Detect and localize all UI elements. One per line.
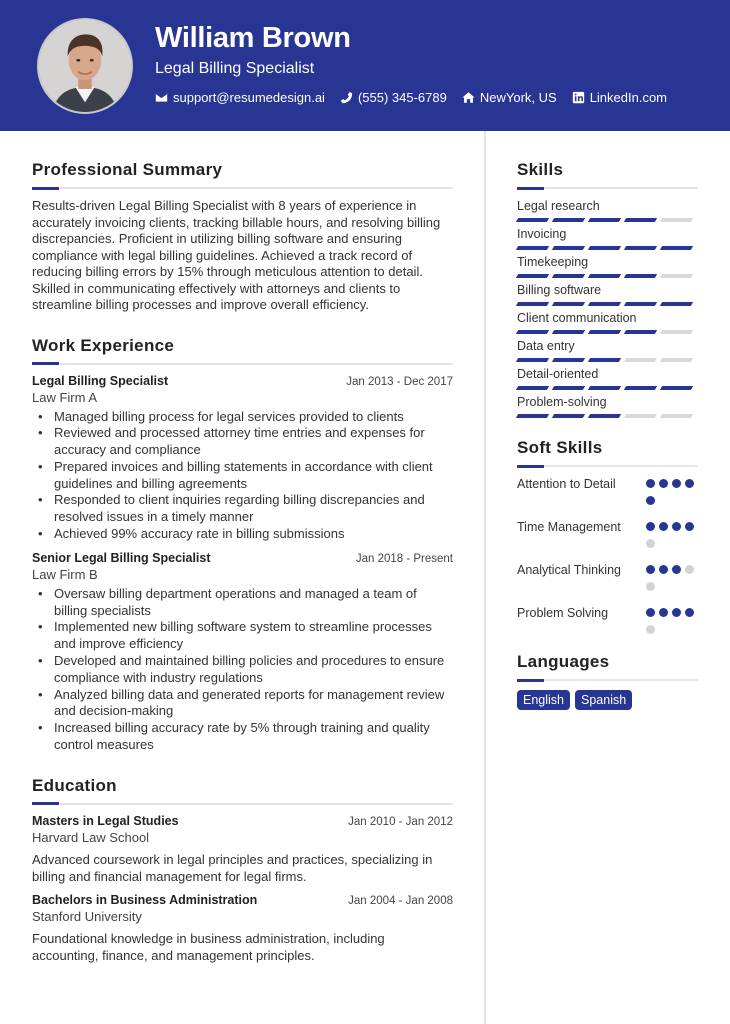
rating-dot-icon	[672, 522, 681, 531]
skill-level-segment	[552, 414, 585, 418]
education-entry	[32, 893, 453, 965]
job-date: Jan 2013 - Dec 2017	[346, 375, 453, 388]
skill-item	[517, 226, 698, 250]
skill-level-segment	[624, 386, 657, 390]
rating-dot-icon	[646, 608, 655, 617]
education-date: Jan 2004 - Jan 2008	[348, 895, 453, 908]
job-entry	[32, 551, 453, 754]
section-heading: Soft Skills	[517, 438, 603, 457]
skill-level-segment	[588, 414, 621, 418]
job-bullet: • Managed billing process for legal services provided to clients	[54, 409, 453, 426]
rating-dot-icon	[646, 625, 655, 634]
contact-bar	[155, 90, 682, 105]
soft-skills-section	[517, 438, 698, 642]
skill-level-segment	[660, 274, 693, 278]
skill-level-segment	[660, 386, 693, 390]
skill-level-bar	[517, 274, 698, 278]
contact-email-text: support@resumedesign.ai	[173, 90, 325, 105]
rating-dot-icon	[659, 479, 668, 488]
skill-item	[517, 282, 698, 306]
soft-skill-item	[517, 519, 698, 556]
job-title: Legal Billing Specialist	[32, 373, 169, 388]
soft-skill-item	[517, 605, 698, 642]
skill-level-segment	[588, 218, 621, 222]
section-rule	[517, 679, 698, 681]
education-section	[32, 776, 453, 965]
skill-level-segment	[660, 330, 693, 334]
contact-location-text: NewYork, US	[479, 90, 557, 105]
degree-title: Masters in Legal Studies	[32, 813, 179, 828]
rating-dot-icon	[646, 479, 655, 488]
skill-name: Timekeeping	[517, 255, 589, 269]
rating-dot-icon	[659, 608, 668, 617]
job-bullet: • Prepared invoices and billing statements in accordance with client guidelines and billing agreements	[54, 459, 453, 493]
skill-level-segment	[588, 330, 621, 334]
soft-skill-rating	[646, 476, 698, 513]
job-bullet: • Developed and maintained billing policies and procedures to ensure compliance with industry regulations	[54, 653, 453, 687]
section-heading: Professional Summary	[32, 160, 223, 179]
skill-level-segment	[660, 302, 693, 306]
soft-skill-name: Time Management	[517, 520, 621, 534]
skill-name: Invoicing	[517, 227, 567, 241]
education-entry	[32, 814, 453, 886]
section-heading: Work Experience	[32, 335, 175, 355]
contact-phone-text: (555) 345-6789	[357, 90, 447, 105]
school-name: Harvard Law School	[32, 829, 150, 845]
soft-skill-name: Attention to Detail	[517, 477, 616, 491]
languages-section	[517, 652, 698, 710]
soft-skill-name: Analytical Thinking	[517, 563, 621, 577]
job-bullets	[32, 409, 453, 543]
section-rule	[32, 803, 453, 805]
skill-level-bar	[517, 330, 698, 334]
job-company: Law Firm B	[32, 566, 98, 582]
skill-name: Problem-solving	[517, 395, 607, 409]
job-entry	[32, 374, 453, 543]
rating-dot-icon	[646, 582, 655, 591]
skill-name: Detail-oriented	[517, 367, 599, 381]
contact-location	[462, 90, 557, 105]
skill-item	[517, 198, 698, 222]
skill-level-segment	[660, 218, 693, 222]
column-divider	[484, 131, 486, 1024]
skill-level-segment	[552, 218, 585, 222]
job-bullet: • Implemented new billing software system to streamline processes and improve efficiency	[54, 619, 453, 653]
skill-level-segment	[552, 246, 585, 250]
skill-level-segment	[516, 274, 549, 278]
skill-level-segment	[624, 358, 657, 362]
candidate-name: William Brown	[155, 22, 351, 54]
job-bullet: • Achieved 99% accuracy rate in billing submissions	[54, 526, 453, 543]
skill-level-segment	[516, 330, 549, 334]
rating-dot-icon	[646, 496, 655, 505]
skill-level-segment	[588, 302, 621, 306]
skill-name: Client communication	[517, 311, 637, 325]
resume-header	[0, 0, 730, 131]
school-name: Stanford University	[32, 909, 142, 925]
summary-section	[32, 160, 453, 314]
job-bullets	[32, 586, 453, 754]
contact-linkedin[interactable]	[572, 90, 667, 105]
skill-name: Billing software	[517, 283, 602, 297]
rating-dot-icon	[685, 608, 694, 617]
contact-phone[interactable]	[340, 90, 447, 105]
skill-level-bar	[517, 358, 698, 362]
skill-item	[517, 310, 698, 334]
skill-level-bar	[517, 246, 698, 250]
job-bullet: • Analyzed billing data and generated reports for management review and decision-making	[54, 687, 453, 721]
skill-level-segment	[588, 274, 621, 278]
rating-dot-icon	[685, 522, 694, 531]
job-bullet: • Increased billing accuracy rate by 5% through training and quality control measures	[54, 720, 453, 754]
section-rule	[32, 187, 453, 189]
skill-item	[517, 394, 698, 418]
job-date: Jan 2018 - Present	[355, 552, 453, 565]
rating-dot-icon	[672, 608, 681, 617]
job-company: Law Firm A	[32, 389, 98, 405]
skill-name: Legal research	[517, 199, 600, 213]
rating-dot-icon	[685, 565, 694, 574]
skill-level-segment	[660, 246, 693, 250]
job-bullet: • Reviewed and processed attorney time entries and expenses for accuracy and compliance	[54, 425, 453, 459]
linkedin-icon	[572, 91, 585, 104]
skill-level-bar	[517, 386, 698, 390]
skill-level-segment	[516, 302, 549, 306]
skill-level-segment	[660, 414, 693, 418]
skill-level-bar	[517, 414, 698, 418]
education-description: Foundational knowledge in business administration, including accounting, finance, and management principles.	[32, 931, 385, 964]
skill-level-segment	[588, 386, 621, 390]
skill-level-segment	[516, 414, 549, 418]
soft-skill-rating	[646, 605, 698, 642]
skill-level-segment	[624, 246, 657, 250]
skill-level-bar	[517, 302, 698, 306]
rating-dot-icon	[659, 565, 668, 574]
profile-photo	[37, 18, 133, 114]
language-tag: Spanish	[575, 690, 632, 710]
contact-email[interactable]	[155, 90, 325, 105]
phone-icon	[340, 91, 353, 104]
skill-level-segment	[624, 274, 657, 278]
rating-dot-icon	[646, 565, 655, 574]
soft-skill-rating	[646, 562, 698, 599]
section-heading: Languages	[517, 652, 610, 671]
job-bullet: • Responded to client inquiries regarding billing discrepancies and resolved issues in a timely manner	[54, 492, 453, 526]
job-title: Senior Legal Billing Specialist	[32, 550, 211, 565]
education-date: Jan 2010 - Jan 2012	[348, 815, 453, 828]
skill-level-segment	[516, 218, 549, 222]
skill-item	[517, 338, 698, 362]
skill-item	[517, 254, 698, 278]
soft-skills-list	[517, 476, 698, 642]
section-rule	[517, 465, 698, 467]
main-column	[32, 160, 453, 965]
skill-level-bar	[517, 218, 698, 222]
skill-level-segment	[624, 218, 657, 222]
skill-level-segment	[516, 358, 549, 362]
education-description: Advanced coursework in legal principles and practices, specializing in billing and financial management for legal firms.	[32, 851, 433, 884]
section-heading: Skills	[517, 160, 564, 179]
skill-level-segment	[552, 330, 585, 334]
summary-text: Results-driven Legal Billing Specialist with 8 years of experience in accurately invoicing clients, tracking billable hours, and resolving billing discrepancies. Proficient in utilizing billing software and ensuring compliance with legal billing guidelines. Achieved a track record of reducing billing errors by 15% through meticulous attention to detail. Skilled in communicating effectively with attorneys and clients to streamline billing processes and improve overall efficiency.	[32, 198, 441, 312]
language-tag: English	[517, 690, 570, 710]
soft-skill-item	[517, 562, 698, 599]
soft-skill-item	[517, 476, 698, 513]
section-rule	[517, 187, 698, 189]
skill-level-segment	[516, 386, 549, 390]
rating-dot-icon	[685, 479, 694, 488]
rating-dot-icon	[646, 522, 655, 531]
side-column	[517, 160, 698, 710]
skill-level-segment	[588, 358, 621, 362]
skill-level-segment	[552, 274, 585, 278]
skill-item	[517, 366, 698, 390]
skill-level-segment	[552, 358, 585, 362]
language-tags	[517, 690, 698, 710]
skill-level-segment	[660, 358, 693, 362]
skill-level-segment	[624, 330, 657, 334]
rating-dot-icon	[646, 539, 655, 548]
experience-section	[32, 336, 453, 754]
job-bullet: • Oversaw billing department operations and managed a team of billing specialists	[54, 586, 453, 620]
skill-level-segment	[552, 386, 585, 390]
soft-skill-name: Problem Solving	[517, 606, 609, 620]
skill-level-segment	[516, 246, 549, 250]
section-heading: Education	[32, 775, 117, 795]
degree-title: Bachelors in Business Administration	[32, 893, 258, 908]
skill-level-segment	[588, 246, 621, 250]
envelope-icon	[155, 91, 168, 104]
candidate-title: Legal Billing Specialist	[155, 60, 315, 77]
rating-dot-icon	[659, 522, 668, 531]
soft-skill-rating	[646, 519, 698, 556]
section-rule	[32, 363, 453, 365]
rating-dot-icon	[672, 479, 681, 488]
skill-level-segment	[624, 302, 657, 306]
skill-level-segment	[552, 302, 585, 306]
skill-level-segment	[624, 414, 657, 418]
skills-section	[517, 160, 698, 418]
rating-dot-icon	[672, 565, 681, 574]
avatar-icon	[39, 20, 131, 112]
home-icon	[462, 91, 475, 104]
skills-list	[517, 198, 698, 418]
skill-name: Data entry	[517, 339, 575, 353]
contact-linkedin-text: LinkedIn.com	[589, 90, 668, 105]
